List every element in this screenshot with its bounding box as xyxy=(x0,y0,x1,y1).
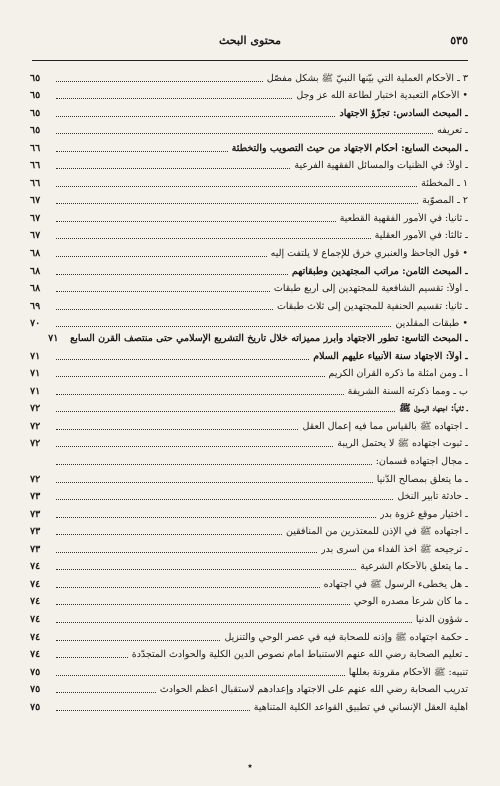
toc-entry[interactable] xyxy=(30,521,468,539)
toc-entry[interactable] xyxy=(30,591,468,609)
toc-entry-page: ٧٥ xyxy=(30,684,41,696)
toc-entry-page: ٧٣ xyxy=(30,526,41,538)
toc-entry-title: ـ ثانياً: في الأمور الفقهية القطعية xyxy=(339,212,468,224)
toc-entry-title: ـ اجتهاده ﷺ في الإذن للمعتذرين من المنافقين xyxy=(286,526,468,538)
dot-leader xyxy=(56,692,156,693)
toc-entry[interactable] xyxy=(30,608,468,626)
toc-entry-page: ٧٥ xyxy=(30,666,41,678)
toc-entry-title: ـ اختيار موقع غزوة بدر xyxy=(379,508,468,520)
toc-entry-page: ٦٦ xyxy=(30,142,41,154)
dot-leader xyxy=(56,587,320,588)
dot-leader xyxy=(56,376,325,377)
toc-entry-title: ٢ ـ المصوّبة xyxy=(422,195,468,207)
toc-entry-title: تدريب الصحابة رضي الله عنهم على الاجتهاد وإعدادهم لاستقبال أعظم الحوادث xyxy=(159,684,468,696)
dot-leader xyxy=(56,464,372,465)
toc-entry[interactable] xyxy=(30,661,468,679)
toc-entry[interactable] xyxy=(30,120,468,138)
toc-entry[interactable] xyxy=(30,85,468,103)
toc-entry[interactable] xyxy=(30,696,468,714)
toc-entry-page: ٧١ xyxy=(30,385,41,397)
toc-entry-title: أ ـ ومن أمثلة ما ذكره القرآن الكريم xyxy=(328,368,468,380)
toc-entry-page: ٧١ xyxy=(48,333,59,345)
toc-entry[interactable] xyxy=(30,626,468,644)
toc-entry-title: ـ ثبوت اجتهاده ﷺ لا يحتمل الريبة xyxy=(337,438,468,450)
toc-entry-title: ـ مجال اجتهاده قسمان: xyxy=(375,456,468,468)
toc-entry[interactable] xyxy=(30,450,468,468)
toc-entry-title: ـ المبحث السابع: أحكام الاجتهاد من حيث التصويب والتخطئة xyxy=(231,142,468,154)
dot-leader xyxy=(56,710,250,711)
toc-entry-page: ٦٩ xyxy=(30,300,41,312)
dot-leader xyxy=(56,446,333,447)
toc-entry[interactable] xyxy=(30,260,468,278)
dot-leader xyxy=(56,569,356,570)
dot-leader xyxy=(56,552,317,553)
dot-leader xyxy=(56,359,309,360)
toc-entry[interactable] xyxy=(30,468,468,486)
toc-entry-title: ـ هل يخطىء الرسول ﷺ في اجتهاده xyxy=(323,578,468,590)
toc-entry-page: ٦٥ xyxy=(30,90,41,102)
toc-entry[interactable] xyxy=(30,330,468,345)
toc-entry-title: ١ ـ المخطئة xyxy=(421,177,468,189)
toc-entry-page: ٦٨ xyxy=(30,283,41,295)
toc-entry-title: ـ حادثة تأبير النخل xyxy=(397,491,468,503)
toc-entry-title: ـ ثانياً: تقسيم الحنفية للمجتهدين إلى ثلاث طبقات xyxy=(276,300,468,312)
toc-entry-page: ٧٠ xyxy=(30,318,41,330)
toc-entry-page: ٧٤ xyxy=(30,561,41,573)
dot-leader xyxy=(56,81,263,82)
toc-entry-page: ٦٧ xyxy=(30,212,41,224)
dot-leader xyxy=(56,133,433,134)
toc-entry-page: ٦٥ xyxy=(30,107,41,119)
toc-entry[interactable] xyxy=(30,137,468,155)
toc-entry[interactable] xyxy=(30,556,468,574)
toc-entry-title: ـ المبحث السادس: تجزّؤ الاجتهاد xyxy=(339,107,468,119)
dot-leader xyxy=(56,168,290,169)
dot-leader xyxy=(56,622,412,623)
toc-entry-title: ـ تعليم الصحابة رضي الله عنهم الاستنباط أمام نصوص الدين الكلية والحوادث المتجدّدة xyxy=(131,649,468,661)
toc-entry-page: ٧٣ xyxy=(30,543,41,555)
toc-entry-page: ٦٦ xyxy=(30,177,41,189)
dot-leader xyxy=(56,429,298,430)
toc-entry[interactable] xyxy=(30,225,468,243)
dot-leader xyxy=(56,238,371,239)
toc-entry[interactable] xyxy=(30,207,468,225)
toc-entry[interactable] xyxy=(30,313,468,331)
toc-entry-page: ٦٨ xyxy=(30,248,41,260)
dot-leader xyxy=(56,517,376,518)
toc-entry-title: ٣ ـ الأحكام العملية التي بيّنها النبيّ ﷺ بشكل مفصّل xyxy=(266,72,468,84)
toc-entry-title: ـ المبحث الثامن: مراتب المجتهدين وطبقاتهم xyxy=(291,265,468,277)
page-number: ٥٣٥ xyxy=(450,34,468,47)
toc-entry-page: ٧٥ xyxy=(30,701,41,713)
toc-entry-page: ٧٤ xyxy=(30,649,41,661)
toc-entry[interactable] xyxy=(30,363,468,381)
toc-entry[interactable] xyxy=(30,398,468,416)
dot-leader xyxy=(56,151,228,152)
toc-entry-page: ٧٤ xyxy=(30,631,41,643)
dot-leader xyxy=(56,203,418,204)
toc-entry-page: ٧٣ xyxy=(30,508,41,520)
toc-entry[interactable] xyxy=(30,538,468,556)
dot-leader xyxy=(56,534,282,535)
dot-leader xyxy=(56,394,344,395)
toc-entry-title: ـ ما يتعلق بالأحكام الشرعية xyxy=(360,561,468,573)
toc-entry-title: ـ ما يتعلّق بمصالح الدُّنيا xyxy=(376,473,468,485)
dot-leader xyxy=(56,499,393,500)
toc-entry-title: ـ حكمة اجتهاده ﷺ وإذنه للصحابة فيه في عصر الوحي والتنزيل xyxy=(224,631,468,643)
dot-leader xyxy=(56,604,350,605)
dot-leader xyxy=(56,640,220,641)
dot-leader xyxy=(56,291,270,292)
toc-entry[interactable] xyxy=(30,644,468,662)
toc-entry[interactable] xyxy=(30,433,468,451)
dot-leader xyxy=(56,274,288,275)
toc-entry[interactable] xyxy=(30,380,468,398)
dot-leader xyxy=(56,675,345,676)
toc-entry[interactable] xyxy=(30,242,468,260)
toc-entry-title: • قول الجاحظ والعنبري خرق للإجماع لا يلتفت إليه xyxy=(270,248,468,260)
toc-entry[interactable] xyxy=(30,155,468,173)
dot-leader xyxy=(56,309,273,310)
toc-entry-page: ٧٢ xyxy=(30,420,41,432)
toc-entry[interactable] xyxy=(30,278,468,296)
toc-entry-page: ٦٨ xyxy=(30,265,41,277)
toc-entry-title: أهلية العقل الإنساني في تطبيق القواعد الكلية المتناهية xyxy=(253,701,468,713)
toc-entry[interactable] xyxy=(30,345,468,363)
toc-entry-page: ٦٧ xyxy=(30,230,41,242)
page-title: محتوى البحث xyxy=(218,34,282,47)
toc-entry[interactable] xyxy=(30,295,468,313)
toc-entry-page: ٧٤ xyxy=(30,596,41,608)
toc-entry[interactable] xyxy=(30,415,468,433)
dot-leader xyxy=(56,116,335,117)
toc-entry-title: ـ ثانياً: اجتهاد الرسول ﷺ xyxy=(399,403,468,415)
toc-entry-title: • طبقات المقلّدين xyxy=(395,318,468,330)
toc-entry-title: ـ ما كان شرعاً مصدره الوحي xyxy=(353,596,468,608)
toc-entry-page: ٧٢ xyxy=(30,438,41,450)
toc-entry-title: ـ تعريفه xyxy=(437,125,468,137)
toc-entry[interactable] xyxy=(30,67,468,85)
dot-leader xyxy=(56,411,395,412)
toc-entry-title: ـ ثالثاً: في الأمور العقلية xyxy=(374,230,468,242)
toc-entry[interactable] xyxy=(30,172,468,190)
toc-entry-title: • الأحكام التعبدية اختبار لطاعة الله عز وجل xyxy=(296,90,468,102)
page-header xyxy=(32,34,468,52)
toc-entry-title: ـ أولاً: تقسيم الشافعية للمجتهدين إلى أربع طبقات xyxy=(273,283,468,295)
toc-entry-page: ٧٤ xyxy=(30,578,41,590)
header-rule xyxy=(32,60,468,61)
toc-entry-page: ٦٦ xyxy=(30,160,41,172)
toc-entry-title: ب ـ ومما ذكرته السنة الشريفة xyxy=(347,385,468,397)
toc-entry-page: ٦٥ xyxy=(30,125,41,137)
toc-entry[interactable] xyxy=(30,102,468,120)
dot-leader xyxy=(56,657,128,658)
dot-leader xyxy=(56,256,267,257)
toc-entry-page: ٦٥ xyxy=(30,72,41,84)
toc-entry-page: ٧١ xyxy=(30,368,41,380)
toc-entry-page: ٧٣ xyxy=(30,491,41,503)
toc-entry[interactable] xyxy=(30,190,468,208)
toc-entry-page: ٦٧ xyxy=(30,195,41,207)
toc-entry[interactable] xyxy=(30,486,468,504)
toc-entry[interactable] xyxy=(30,679,468,697)
toc-entry-title: تنبيه: ﷺ الأحكام مقرونة بعللها xyxy=(348,666,468,678)
toc-entry-title: ـ أولاً: في الظنيات والمسائل الفقهية الفرعية xyxy=(294,160,468,172)
toc-entry-title: ـ المبحث التاسع: تطور الاجتهاد وأبرز مميزاته خلال تاريخ التشريع الإسلامي حتى منتصف القرن السابع xyxy=(70,333,468,345)
table-of-contents xyxy=(30,67,468,714)
toc-entry-page: ٧٢ xyxy=(30,403,41,415)
toc-entry-page: ٧١ xyxy=(30,350,41,362)
toc-entry-title: ـ ترجيحه ﷺ أخذ الفداء من أسرى بدر xyxy=(321,543,468,555)
toc-entry[interactable] xyxy=(30,503,468,521)
toc-entry-title: ـ اجتهاده ﷺ بالقياس مما فيه إعمال العقل xyxy=(302,420,468,432)
dot-leader xyxy=(56,186,417,187)
toc-entry-title: ـ شؤون الدنيا xyxy=(415,613,468,625)
toc-entry-page: ٧٤ xyxy=(30,613,41,625)
footer-mark: ٭ xyxy=(247,761,253,772)
dot-leader xyxy=(56,482,373,483)
dot-leader xyxy=(56,326,391,327)
dot-leader xyxy=(56,98,292,99)
toc-entry-title: ـ أولاً: الاجتهاد سنة الأنبياء عليهم السلام xyxy=(313,350,468,362)
toc-entry-page: ٧٢ xyxy=(30,473,41,485)
toc-entry[interactable] xyxy=(30,573,468,591)
dot-leader xyxy=(56,221,336,222)
